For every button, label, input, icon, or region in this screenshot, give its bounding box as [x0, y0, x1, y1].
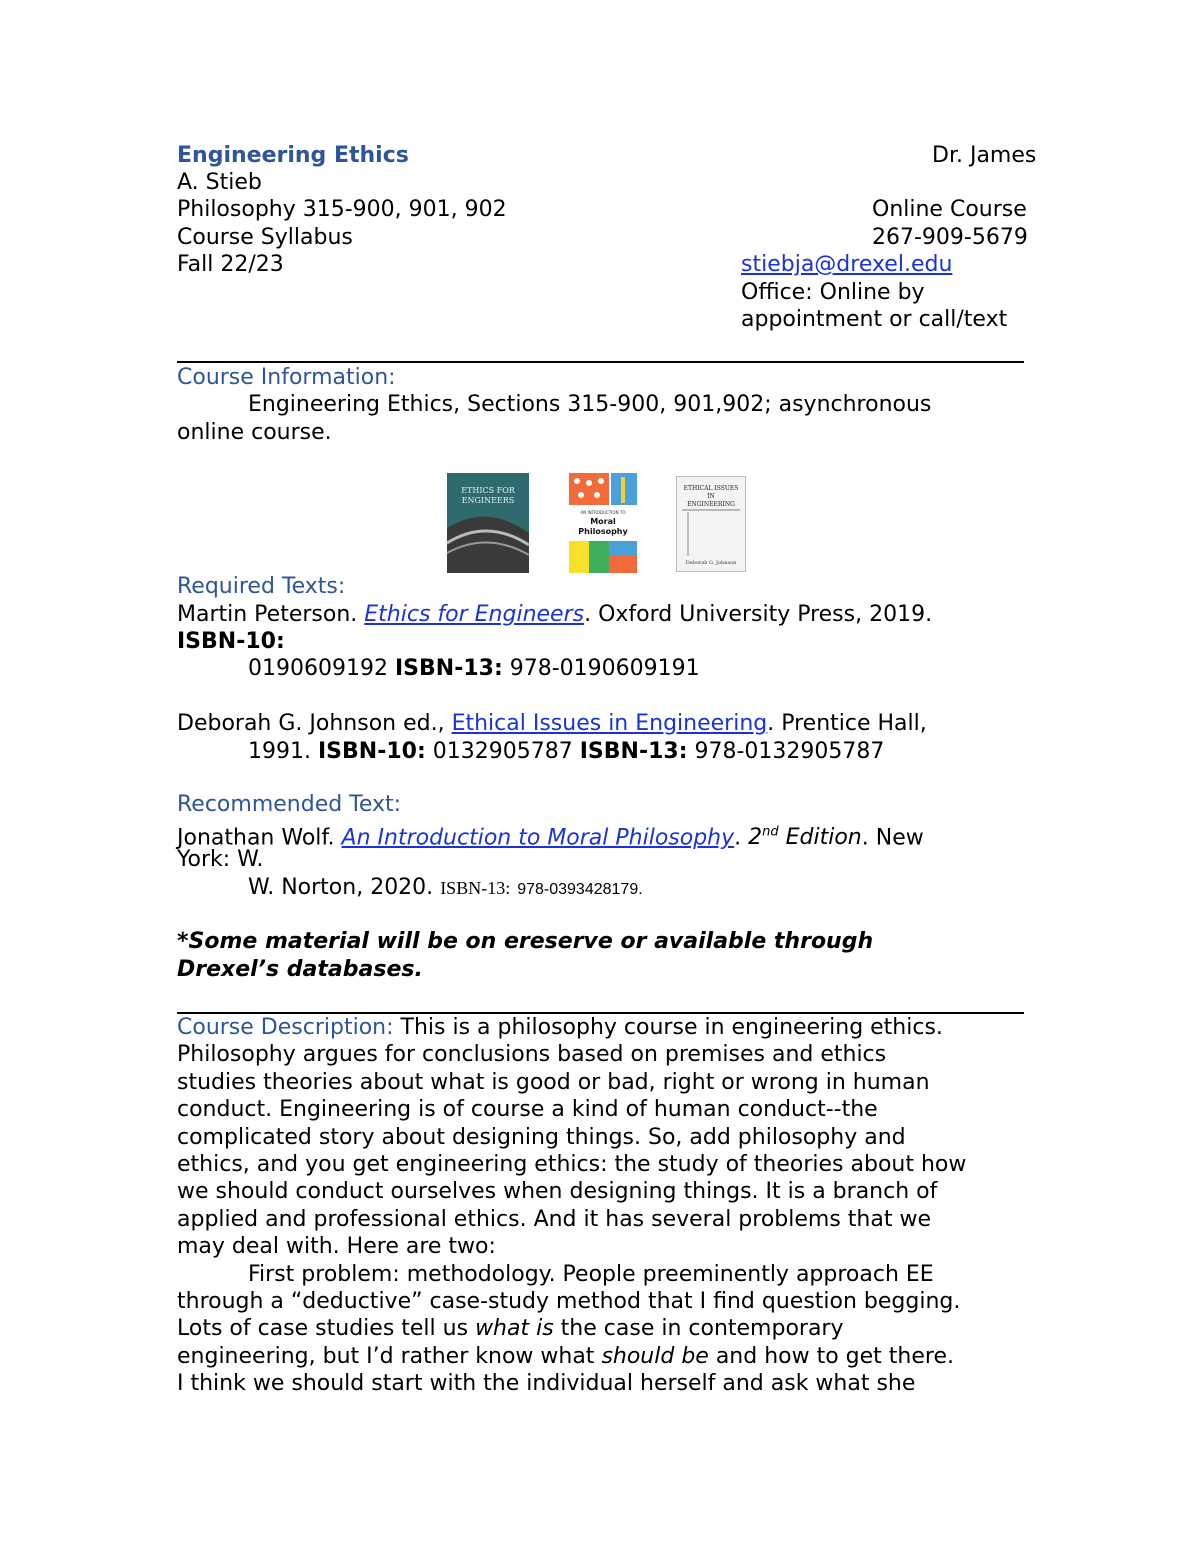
svg-text:Philosophy: Philosophy	[578, 527, 628, 536]
rec-place1: . New	[861, 825, 924, 851]
svg-text:Deborah G. Johnson: Deborah G. Johnson	[685, 560, 737, 566]
course-title: Engineering Ethics	[177, 143, 409, 168]
svg-text:Moral: Moral	[590, 517, 616, 526]
book1-author: Martin Peterson.	[177, 602, 358, 627]
required-book1-line	[177, 601, 932, 629]
desc-line-11: through a “deductive” case-study method that I find question begging.	[177, 1289, 961, 1315]
book1-isbn13-label: ISBN-13:	[394, 656, 503, 681]
book1-title-link[interactable]: Ethics for Engineers	[364, 602, 585, 627]
rec-isbn13: 978-0393428179.	[517, 881, 643, 898]
desc-line-1	[177, 1014, 1037, 1041]
book2-isbn10-label: ISBN-10:	[317, 739, 426, 764]
desc-line-2: Philosophy argues for conclusions based on premises and ethics	[177, 1042, 887, 1068]
course-info-line1: Engineering Ethics, Sections 315-900, 901,902; asynchronous	[248, 392, 932, 417]
svg-text:ETHICAL ISSUES: ETHICAL ISSUES	[683, 485, 739, 492]
book2-isbn10: 0132905787	[432, 739, 573, 764]
book1-isbn13: 978-0190609191	[509, 656, 700, 681]
required-book2-line	[177, 710, 927, 738]
rec-title-link[interactable]: An Introduction to Moral Philosophy	[341, 825, 735, 851]
svg-text:ETHICS FOR: ETHICS FOR	[461, 486, 515, 495]
book2-isbn13: 978-0132905787	[694, 739, 885, 764]
divider-top	[177, 361, 1024, 363]
instructor-name-last: A. Stieb	[177, 170, 262, 195]
term: Fall 22/23	[177, 252, 284, 277]
book2-isbn13-label: ISBN-13:	[579, 739, 688, 764]
rec-edition-sup: nd	[762, 825, 779, 840]
desc-line-12	[177, 1315, 1037, 1342]
desc-line-7: we should conduct ourselves when designing things. It is a branch of	[177, 1179, 938, 1205]
desc-line-5: complicated story about designing things. So, add philosophy and	[177, 1124, 906, 1150]
ethical-issues-cover	[676, 476, 746, 572]
required-texts-heading: Required Texts:	[177, 574, 346, 599]
course-info-heading: Course Information:	[177, 365, 396, 390]
recommended-line3	[248, 874, 643, 904]
rec-publisher: W. Norton, 2020.	[248, 875, 434, 900]
rec-edition-word: Edition	[778, 825, 862, 851]
book1-isbn10-label: ISBN-10:	[177, 629, 285, 654]
ethics-for-engineers-cover	[447, 473, 529, 573]
desc-12a: Lots of case studies tell us	[177, 1316, 476, 1342]
course-number: Philosophy 315-900, 901, 902	[177, 197, 507, 222]
desc-line-14: I think we should start with the individual herself and ask what she	[177, 1371, 916, 1397]
desc-line-13	[177, 1343, 1037, 1370]
desc-text-1: This is a philosophy course in engineering ethics.	[393, 1015, 943, 1040]
svg-text:ENGINEERS: ENGINEERS	[461, 496, 515, 505]
book2-isbn-line	[248, 738, 884, 766]
office-hours-line2: appointment or call/text	[741, 307, 1008, 332]
desc-line-9: may deal with. Here are two:	[177, 1234, 496, 1260]
svg-text:AN INTRODUCTION TO: AN INTRODUCTION TO	[580, 510, 626, 515]
moral-philosophy-cover	[569, 473, 637, 573]
desc-line-3: studies theories about what is good or bad, right or wrong in human	[177, 1069, 930, 1095]
desc-12c: the case in contemporary	[553, 1316, 844, 1342]
desc-line-4: conduct. Engineering is of course a kind of human conduct--the	[177, 1097, 878, 1123]
course-info-line2: online course.	[177, 420, 332, 445]
desc-13c: and how to get there.	[708, 1343, 954, 1369]
book2-title-link[interactable]: Ethical Issues in Engineering	[451, 711, 768, 736]
book1-isbn10: 0190609192	[248, 656, 388, 681]
rec-isbn13-label: ISBN-13:	[440, 878, 511, 898]
course-mode: Online Course	[872, 197, 1027, 222]
desc-13b: should be	[601, 1343, 709, 1369]
ereserve-note-line1: *Some material will be on ereserve or available through	[177, 929, 874, 954]
course-description	[177, 1014, 1037, 1398]
book2-author: Deborah G. Johnson ed.,	[177, 711, 445, 736]
desc-line-6: ethics, and you get engineering ethics: the study of theories about how	[177, 1152, 967, 1178]
desc-13a: engineering, but I’d rather know what	[177, 1343, 602, 1369]
phone-number: 267-909-5679	[872, 225, 1028, 250]
instructor-name-first: Dr. James	[932, 143, 1037, 168]
rec-edition-num: 2	[748, 825, 763, 851]
ereserve-note-line2: Drexel’s databases.	[177, 957, 423, 982]
book1-publisher: . Oxford University Press, 2019.	[584, 602, 933, 627]
rec-place2: York: W.	[177, 847, 264, 872]
svg-text:ENGINEERING: ENGINEERING	[687, 501, 735, 508]
office-hours-line1: Office: Online by	[741, 280, 925, 305]
recommended-heading: Recommended Text:	[177, 792, 402, 817]
desc-line-10: First problem: methodology. People preeminently approach EE	[248, 1261, 934, 1287]
doc-type: Course Syllabus	[177, 225, 353, 250]
desc-12b: what is	[475, 1316, 554, 1342]
course-description-heading: Course Description:	[177, 1015, 394, 1040]
email-link[interactable]: stiebja@drexel.edu	[741, 252, 953, 277]
rec-author: Jonathan Wolf.	[177, 825, 335, 851]
recommended-line1: Jonathan Wolf. An Introduction to Moral Philosophy. 2nd Edition. New	[177, 825, 924, 851]
book1-isbn-line	[248, 655, 700, 683]
book2-year: 1991.	[248, 739, 311, 764]
desc-line-8: applied and professional ethics. And it has several problems that we	[177, 1206, 931, 1232]
book2-publisher: . Prentice Hall,	[767, 711, 927, 736]
svg-text:IN: IN	[707, 493, 715, 500]
